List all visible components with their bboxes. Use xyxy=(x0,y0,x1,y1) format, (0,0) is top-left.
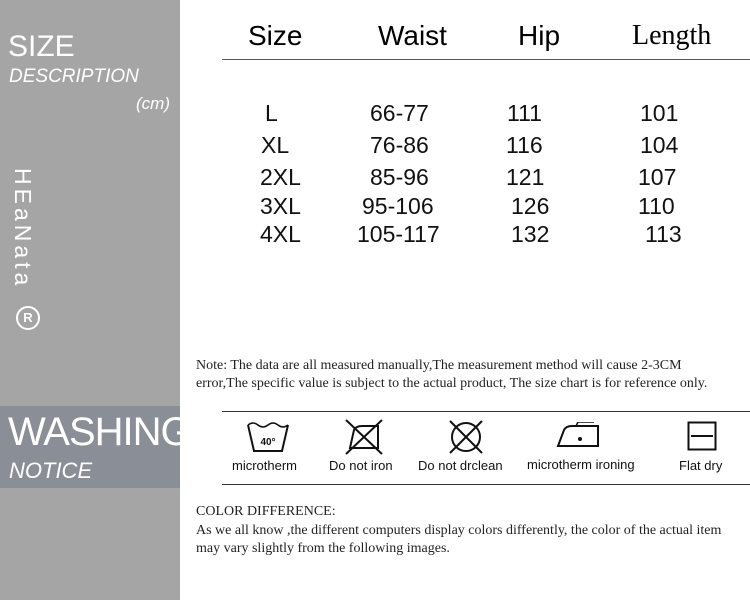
washing-subtitle: NOTICE xyxy=(9,458,93,483)
registered-mark-icon: R xyxy=(16,306,40,330)
row-xl-size: XL xyxy=(261,132,290,158)
color-difference-line-1: As we all know ,the different computers display colors differently, the color of the actual item xyxy=(196,523,722,538)
row-2xl-hip: 121 xyxy=(506,164,545,190)
washing-top-divider xyxy=(222,411,750,412)
note-line-2: error,The specific value is subject to the actual product, The size chart is for reference only. xyxy=(196,376,708,391)
row-3xl-hip: 126 xyxy=(511,193,550,219)
row-l-hip: 111 xyxy=(507,100,542,126)
row-4xl-hip: 132 xyxy=(511,221,550,247)
washing-bottom-divider xyxy=(222,484,750,485)
washing-title: WASHING xyxy=(8,410,191,454)
size-subtitle: DESCRIPTION xyxy=(9,66,139,87)
row-xl-hip: 116 xyxy=(506,132,543,158)
unit-label: (cm) xyxy=(136,94,170,113)
row-4xl-waist: 105-117 xyxy=(357,221,440,247)
no-iron-label: Do not iron xyxy=(329,458,393,473)
flat-dry-icon xyxy=(687,421,717,451)
color-difference-title: COLOR DIFFERENCE: xyxy=(196,504,336,519)
wash-tub-40-icon xyxy=(246,421,290,453)
no-dryclean-icon xyxy=(446,418,486,456)
row-2xl-waist: 85-96 xyxy=(370,164,429,190)
row-l-length: 101 xyxy=(640,100,679,126)
iron-low-label: microtherm ironing xyxy=(527,457,635,472)
row-2xl-size: 2XL xyxy=(260,164,301,190)
no-dryclean-label: Do not drclean xyxy=(418,458,503,473)
flat-dry-label: Flat dry xyxy=(679,458,723,473)
row-4xl-size: 4XL xyxy=(260,221,301,247)
size-title: SIZE xyxy=(8,30,75,63)
header-size: Size xyxy=(248,20,303,51)
color-difference-line-2: may vary slightly from the following images. xyxy=(196,541,450,556)
row-l-size: L xyxy=(265,100,278,126)
note-line-1: Note: The data are all measured manually,The measurement method will cause 2-3CM xyxy=(196,358,682,373)
row-xl-length: 104 xyxy=(640,132,679,158)
row-2xl-length: 107 xyxy=(638,164,677,190)
row-3xl-length: 110 xyxy=(638,193,675,219)
row-3xl-size: 3XL xyxy=(260,193,301,219)
brand-name: HEaNata xyxy=(10,168,36,290)
header-divider xyxy=(222,59,750,60)
row-4xl-length: 113 xyxy=(645,221,682,247)
row-l-waist: 66-77 xyxy=(370,100,429,126)
header-hip: Hip xyxy=(518,20,561,51)
header-waist: Waist xyxy=(378,20,447,51)
wash-label: microtherm xyxy=(232,458,298,473)
row-xl-waist: 76-86 xyxy=(370,132,429,158)
wash-temp-label: 40° xyxy=(260,437,276,448)
row-3xl-waist: 95-106 xyxy=(362,193,434,219)
no-iron-icon xyxy=(344,418,384,456)
header-length: Length xyxy=(632,20,712,51)
iron-low-icon xyxy=(556,422,602,450)
